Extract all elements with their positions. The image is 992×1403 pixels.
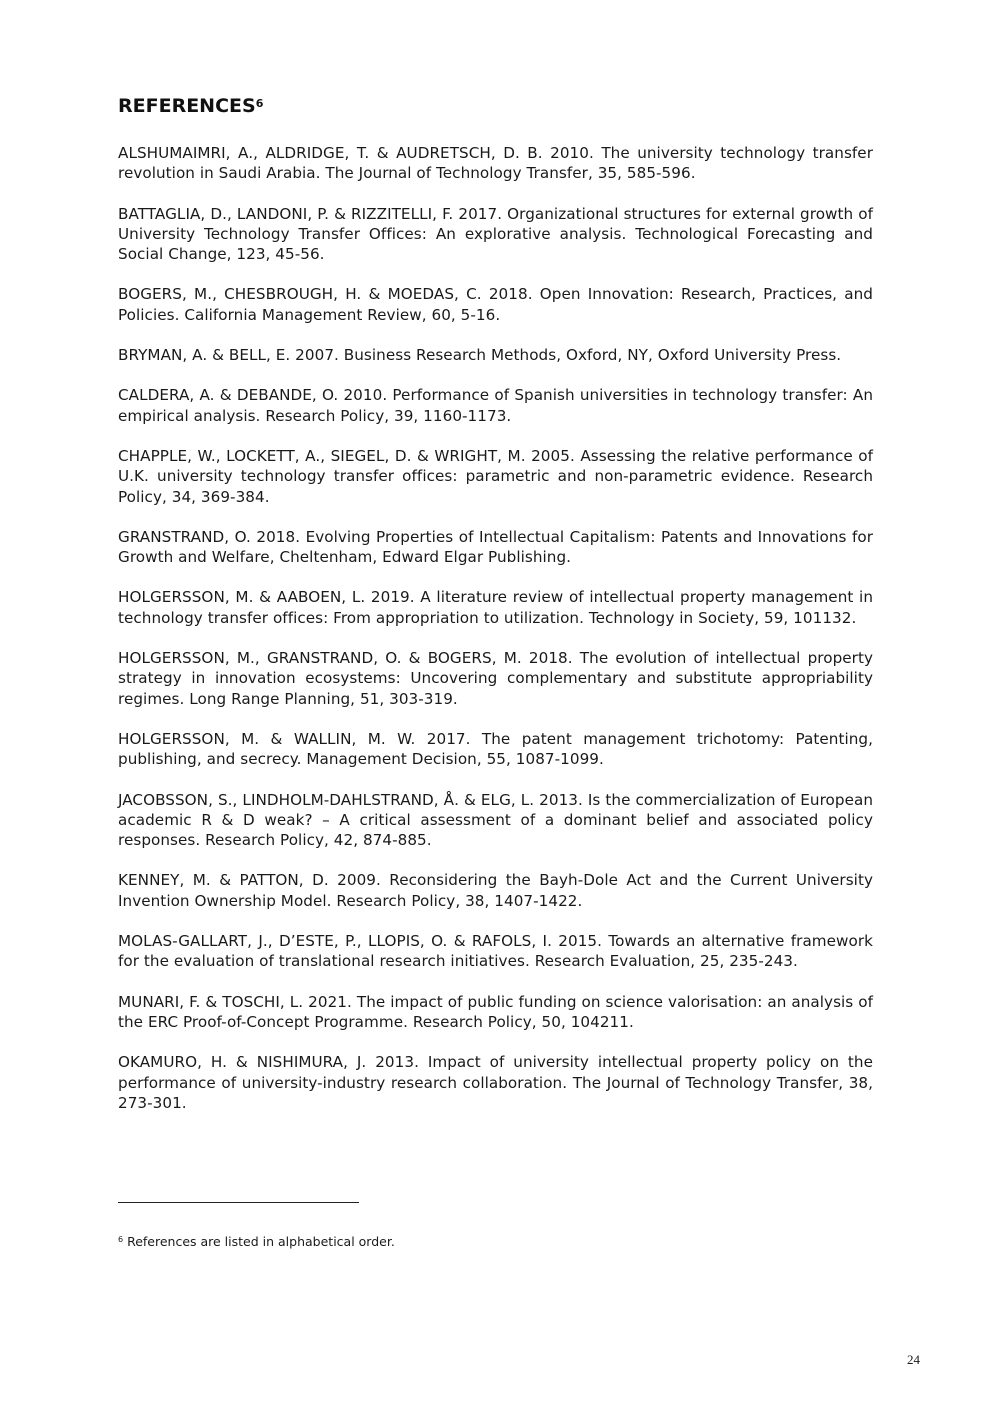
reference-item: BOGERS, M., CHESBROUGH, H. & MOEDAS, C. 2018. Open Innovation: Research, Practices, and Policies. California Management Review, 60, 5-16. xyxy=(118,285,873,324)
reference-list xyxy=(118,143,873,1113)
footnote xyxy=(118,1234,395,1250)
reference-item: CALDERA, A. & DEBANDE, O. 2010. Performance of Spanish universities in technology transfer: An empirical analysis. Research Policy, 39, 1160-1173. xyxy=(118,386,873,425)
reference-item: KENNEY, M. & PATTON, D. 2009. Reconsidering the Bayh-Dole Act and the Current University Invention Ownership Model. Research Policy, 38, 1407-1422. xyxy=(118,871,873,910)
reference-item: MOLAS-GALLART, J., D’ESTE, P., LLOPIS, O. & RAFOLS, I. 2015. Towards an alternative framework for the evaluation of translational research initiatives. Research Evaluation, 25, 235-243. xyxy=(118,932,873,971)
reference-item: HOLGERSSON, M. & WALLIN, M. W. 2017. The patent management trichotomy: Patenting, publishing, and secrecy. Management Decision, 55, 1087-1099. xyxy=(118,729,873,769)
references-heading xyxy=(118,92,873,120)
reference-item: BATTAGLIA, D., LANDONI, P. & RIZZITELLI, F. 2017. Organizational structures for external growth of University Technology Transfer Offices: An explorative analysis. Technological Forecasting and Social Change, 123, 45-56. xyxy=(118,204,873,264)
reference-item: BRYMAN, A. & BELL, E. 2007. Business Research Methods, Oxford, NY, Oxford University Press. xyxy=(118,346,842,365)
footnote-separator xyxy=(118,1202,359,1203)
footnote-marker: 6 xyxy=(118,1235,124,1244)
heading-title: REFERENCES xyxy=(118,95,256,117)
reference-item: GRANSTRAND, O. 2018. Evolving Properties of Intellectual Capitalism: Patents and Innovations for Growth and Welfare, Cheltenham, Edward Elgar Publishing. xyxy=(118,527,873,567)
heading-footnote-marker: 6 xyxy=(255,97,264,110)
reference-item: HOLGERSSON, M., GRANSTRAND, O. & BOGERS, M. 2018. The evolution of intellectual property strategy in innovation ecosystems: Uncovering complementary and substitute appropriability regimes. Long Range Planning, 51, 303-319. xyxy=(118,649,873,708)
reference-item: CHAPPLE, W., LOCKETT, A., SIEGEL, D. & WRIGHT, M. 2005. Assessing the relative performance of U.K. university technology transfer offices: parametric and non-parametric evidence. Research Policy, 34, 369-384. xyxy=(118,446,873,506)
footnote-text: References are listed in alphabetical order. xyxy=(123,1234,395,1249)
reference-item: OKAMURO, H. & NISHIMURA, J. 2013. Impact of university intellectual property policy on the performance of university-industry research collaboration. The Journal of Technology Transfer, 38, 273-301. xyxy=(118,1053,873,1112)
reference-item: HOLGERSSON, M. & AABOEN, L. 2019. A literature review of intellectual property management in technology transfer offices: From appropriation to utilization. Technology in Society, 59, 101132. xyxy=(118,588,873,627)
reference-item: ALSHUMAIMRI, A., ALDRIDGE, T. & AUDRETSCH, D. B. 2010. The university technology transfer revolution in Saudi Arabia. The Journal of Technology Transfer, 35, 585-596. xyxy=(118,144,873,183)
reference-item: JACOBSSON, S., LINDHOLM-DAHLSTRAND, Å. & ELG, L. 2013. Is the commercialization of European academic R & D weak? – A critical assessment of a dominant belief and associated policy responses. Research Policy, 42, 874-885. xyxy=(118,790,873,850)
page-number: 24 xyxy=(907,1352,920,1367)
page-content xyxy=(118,92,873,1133)
reference-item: MUNARI, F. & TOSCHI, L. 2021. The impact of public funding on science valorisation: an analysis of the ERC Proof-of-Concept Programme. Research Policy, 50, 104211. xyxy=(118,992,873,1031)
